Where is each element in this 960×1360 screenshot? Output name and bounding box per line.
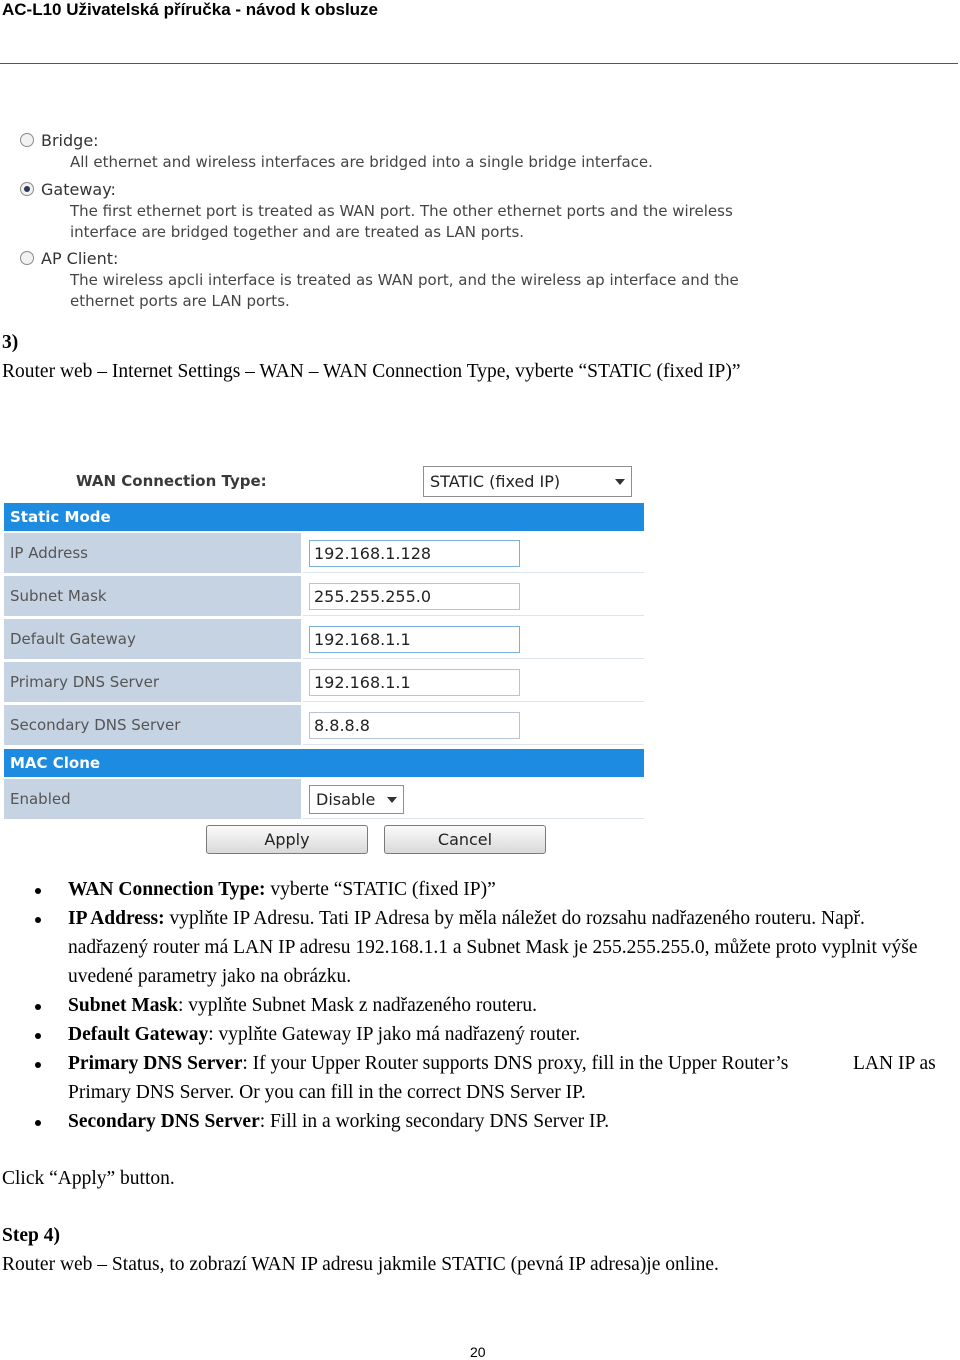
step3-number: 3) xyxy=(2,332,19,353)
ip-address-label: IP Address xyxy=(4,533,301,573)
mac-clone-value: Disable xyxy=(316,790,376,809)
step4-text: Router web – Status, to zobrazí WAN IP adresu jakmile STATIC (pevná IP adresa)je online. xyxy=(2,1254,719,1275)
operation-mode-panel xyxy=(20,128,739,312)
bridge-option xyxy=(20,128,739,173)
bullet-icon xyxy=(35,917,41,923)
bullet-default-gateway: Default Gateway: vyplňte Gateway IP jako má nadřazený router. xyxy=(68,1024,581,1045)
bullet-icon xyxy=(35,888,41,894)
apply-button[interactable]: Apply xyxy=(206,825,368,854)
click-apply-text: Click “Apply” button. xyxy=(2,1168,175,1189)
gateway-description xyxy=(70,201,739,243)
chevron-down-icon xyxy=(387,797,397,803)
ap-client-description xyxy=(70,270,739,312)
bullet-ip-address-cont: uvedené parametry jako na obrázku. xyxy=(68,966,352,987)
bridge-label: Bridge: xyxy=(41,130,99,150)
bullet-icon xyxy=(35,1120,41,1126)
bullet-subnet-mask: Subnet Mask: vyplňte Subnet Mask z nadřazeného routeru. xyxy=(68,995,538,1016)
bullet-ip-address: IP Address: vyplňte IP Adresu. Tati IP Adresa by měla náležet do rozsahu nadřazeného routeru. Např. xyxy=(68,908,865,929)
subnet-mask-label: Subnet Mask xyxy=(4,576,301,616)
gateway-desc-line: interface are bridged together and are treated as LAN ports. xyxy=(70,223,525,241)
ip-address-input[interactable]: 192.168.1.128 xyxy=(309,540,520,567)
chevron-down-icon xyxy=(615,479,625,485)
cancel-button[interactable]: Cancel xyxy=(384,825,546,854)
ap-client-desc-line: The wireless apcli interface is treated as WAN port, and the wireless ap interface and the xyxy=(70,271,739,289)
bullet-primary-dns: Primary DNS Server: If your Upper Router supports DNS proxy, fill in the Upper Router’s xyxy=(68,1053,789,1074)
default-gateway-label: Default Gateway xyxy=(4,619,301,659)
static-mode-header: Static Mode xyxy=(4,503,644,531)
page-number: 20 xyxy=(470,1344,486,1360)
gateway-option xyxy=(20,177,739,243)
bullet-primary-dns-cont: Primary DNS Server. Or you can fill in the correct DNS Server IP. xyxy=(68,1082,586,1103)
mac-clone-enabled-label: Enabled xyxy=(4,779,301,819)
mac-clone-header: MAC Clone xyxy=(4,749,644,777)
bullet-secondary-dns: Secondary DNS Server: Fill in a working secondary DNS Server IP. xyxy=(68,1111,610,1132)
step4-title: Step 4) xyxy=(2,1225,60,1246)
subnet-mask-input[interactable]: 255.255.255.0 xyxy=(309,583,520,610)
mac-clone-row xyxy=(4,779,644,819)
gateway-label: Gateway: xyxy=(41,179,116,199)
bullet-icon xyxy=(35,1004,41,1010)
ap-client-label: AP Client: xyxy=(41,248,119,268)
wan-connection-type-label: WAN Connection Type: xyxy=(76,472,267,490)
ip-address-row xyxy=(4,533,644,573)
bridge-radio[interactable] xyxy=(20,133,34,147)
primary-dns-input[interactable]: 192.168.1.1 xyxy=(309,669,520,696)
bullet-icon xyxy=(35,1062,41,1068)
document-header: AC-L10 Uživatelská příručka - návod k obsluze xyxy=(2,0,379,19)
bullet-icon xyxy=(35,1033,41,1039)
step3-text: Router web – Internet Settings – WAN – WAN Connection Type, vyberte “STATIC (fixed IP)” xyxy=(2,361,741,382)
ap-client-radio[interactable] xyxy=(20,251,34,265)
bullet-ip-address-cont: nadřazený router má LAN IP adresu 192.168.1.1 a Subnet Mask je 255.255.255.0, můžete proto vyplnit výše xyxy=(68,937,918,958)
secondary-dns-row xyxy=(4,705,644,745)
mac-clone-select[interactable] xyxy=(309,785,404,814)
secondary-dns-input[interactable]: 8.8.8.8 xyxy=(309,712,520,739)
bridge-desc-line: All ethernet and wireless interfaces are bridged into a single bridge interface. xyxy=(70,153,653,171)
primary-dns-row xyxy=(4,662,644,702)
ap-client-desc-line: ethernet ports are LAN ports. xyxy=(70,292,290,310)
default-gateway-input[interactable]: 192.168.1.1 xyxy=(309,626,520,653)
bullet-wan-type: WAN Connection Type: vyberte “STATIC (fixed IP)” xyxy=(68,879,496,900)
secondary-dns-label: Secondary DNS Server xyxy=(4,705,301,745)
ap-client-option xyxy=(20,246,739,312)
primary-dns-label: Primary DNS Server xyxy=(4,662,301,702)
wan-connection-type-value: STATIC (fixed IP) xyxy=(430,472,561,491)
gateway-radio[interactable] xyxy=(20,182,34,196)
bridge-description xyxy=(70,152,739,173)
subnet-mask-row xyxy=(4,576,644,616)
wan-connection-type-select[interactable] xyxy=(423,466,632,497)
header-divider xyxy=(0,63,958,64)
gateway-desc-line: The first ethernet port is treated as WAN port. The other ethernet ports and the wireless xyxy=(70,202,733,220)
bullet-primary-dns-tail: LAN IP as xyxy=(853,1053,936,1074)
default-gateway-row xyxy=(4,619,644,659)
